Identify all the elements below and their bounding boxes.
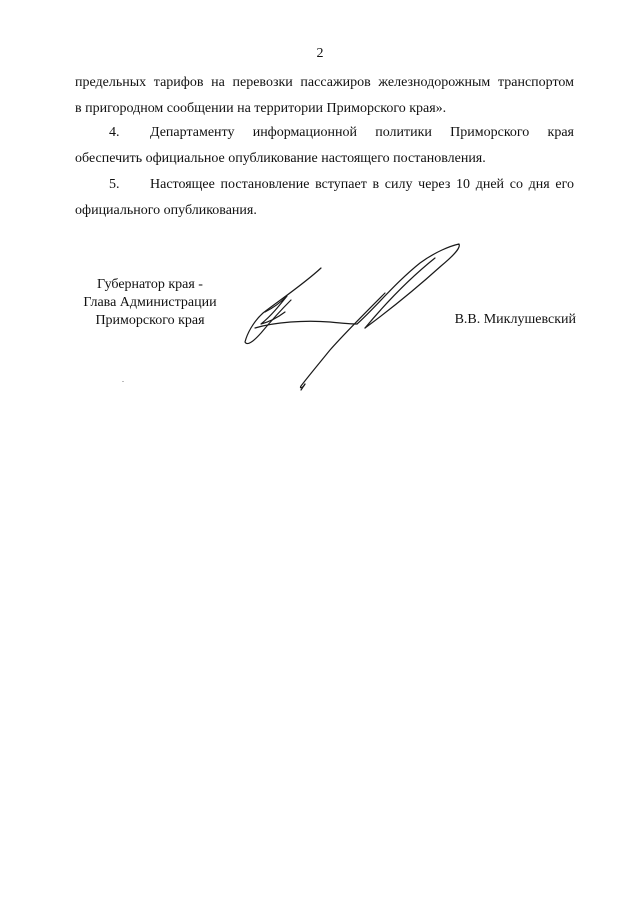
paragraph-line: обеспечить официальное опубликование настоящего постановления. <box>75 151 486 166</box>
signatory-title-line: Губернатор края - <box>97 277 203 292</box>
list-item-4 <box>75 125 574 141</box>
list-item-text: Настоящее постановление вступает в силу через 10 дней со дня его <box>150 177 574 192</box>
signer-name: В.В. Миклушевский <box>454 312 576 327</box>
list-item-text: Департаменту информационной политики Приморского края <box>150 125 574 140</box>
list-item-number: 4. <box>109 125 120 140</box>
signatory-title <box>60 276 240 330</box>
paragraph-line: в пригородном сообщении на территории Приморского края». <box>75 101 447 116</box>
page-number: 2 <box>316 46 324 61</box>
paragraph-line: официального опубликования. <box>75 203 257 218</box>
handwritten-signature <box>235 238 465 398</box>
list-item-5 <box>75 177 574 193</box>
paragraph-line: предельных тарифов на перевозки пассажиров железнодорожным транспортом <box>75 75 574 90</box>
signatory-title-line: Глава Администрации <box>83 295 217 310</box>
scan-artifact <box>122 381 124 382</box>
list-item-number: 5. <box>109 177 120 192</box>
signatory-title-line: Приморского края <box>95 313 205 328</box>
